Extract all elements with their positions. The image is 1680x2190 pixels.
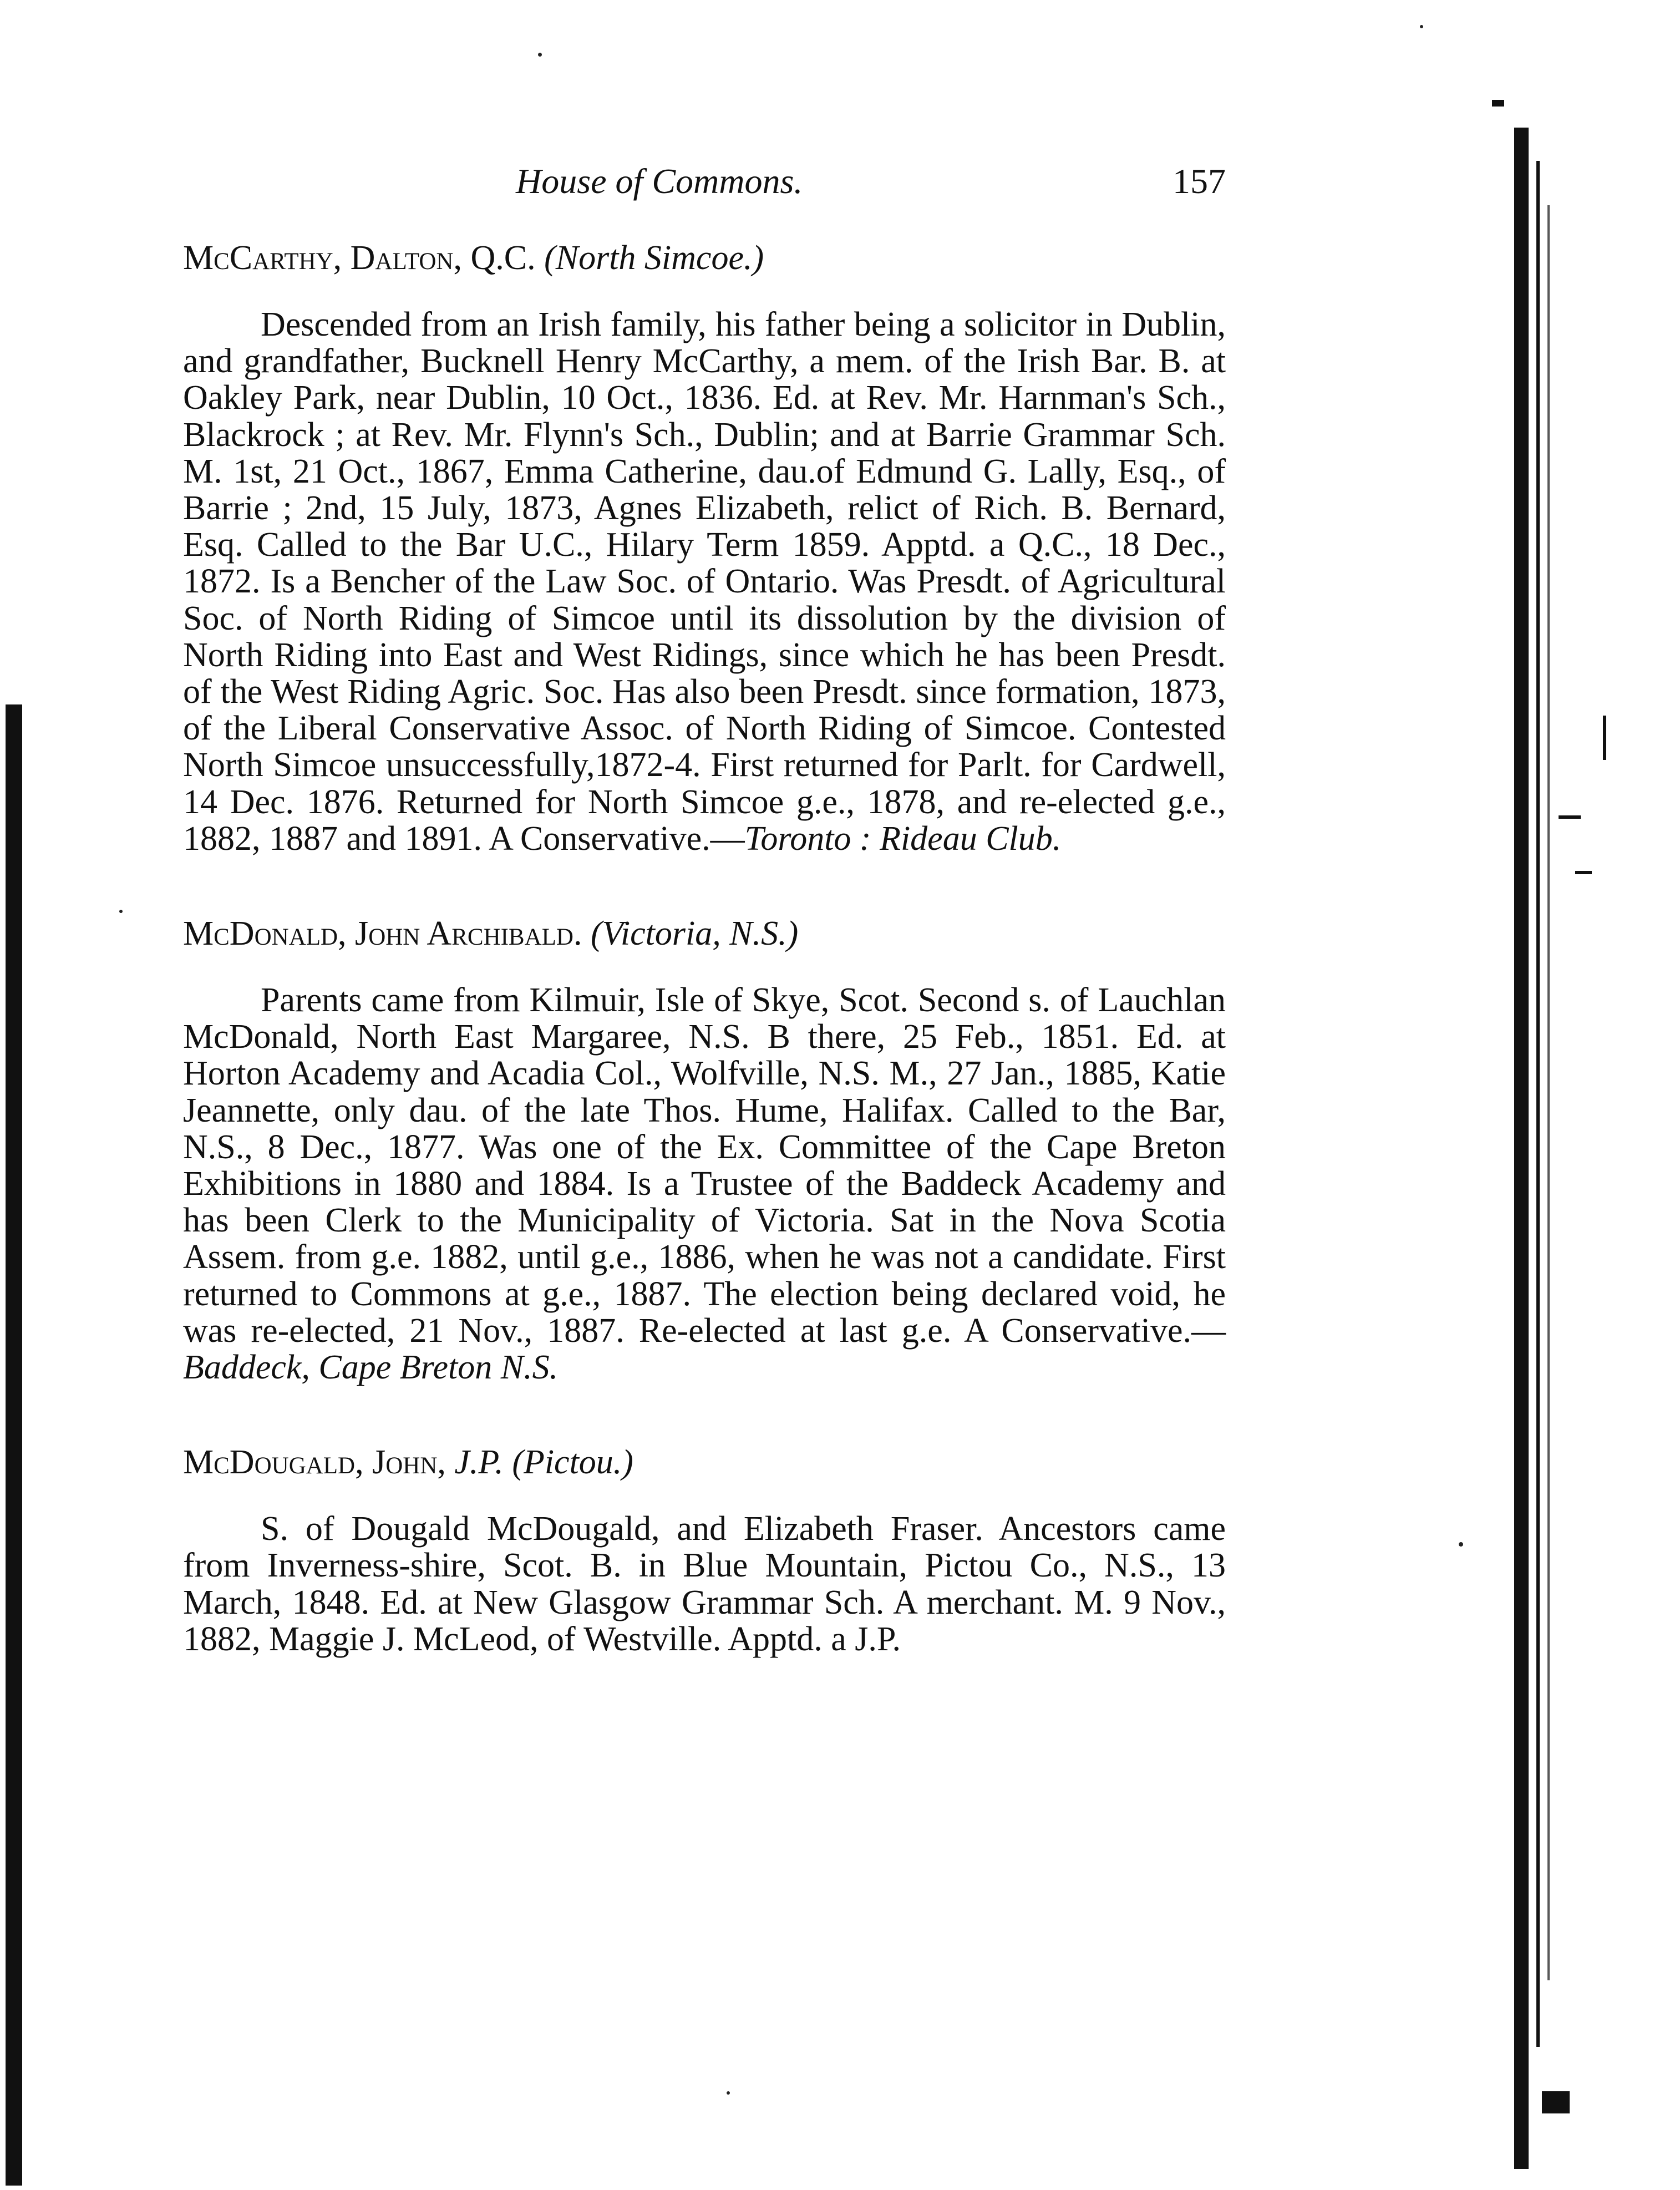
- entry-text: Parents came from Kilmuir, Isle of Skye, Scot. Second s. of Lauchlan McDonald, North East Margaree, N.S. B there, 25 Feb., 1851. Ed. at Horton Academy and Acadia Col., Wolfville, N.S. M., 27 Jan., 1885, Katie Jeannette, only dau. of the late Thos. Hume, Halifax. Called to the Bar, N.S., 8 Dec., 1877. Was one of the Ex. Committee of the Cape Breton Exhibitions in 1880 and 1884. Is a Trustee of the Baddeck Academy and has been Clerk to the Municipality of Victoria. Sat in the Nova Scotia Assem. from g.e. 1882, until g.e., 1886, when he was not a candidate. First returned to Commons at g.e., 1887. The election being declared void, he was re-elected, 21 Nov., 1887. Re-elected at last g.e. A Conservative.—: [183, 981, 1226, 1350]
- entry-heading: [183, 914, 1226, 953]
- member-name: McCarthy, Dalton: [183, 239, 454, 277]
- scan-edge-shadow-left: [6, 704, 22, 2186]
- entry-heading: [183, 1443, 1226, 1482]
- entry-address: Baddeck, Cape Breton N.S.: [183, 1349, 559, 1387]
- constituency: (Pictou.): [512, 1443, 633, 1482]
- page-number: 157: [1173, 161, 1226, 201]
- running-head-title: House of Commons.: [516, 161, 803, 201]
- entry-body: [183, 306, 1226, 857]
- member-designation: J.P.: [445, 1443, 504, 1482]
- text-column: [183, 239, 1226, 1657]
- member-name: McDougald, John,: [183, 1443, 446, 1482]
- entry-text: Descended from an Irish family, his father being a solicitor in Dublin, and grandfather, Bucknell Henry McCarthy, a mem. of the Irish Bar. B. at Oakley Park, near Dublin, 10 Oct., 1836. Ed. at Rev. Mr. Harnman's Sch., Blackrock ; at Rev. Mr. Flynn's Sch., Dublin; and at Barrie Grammar Sch. M. 1st, 21 Oct., 1867, Emma Catherine, dau.of Edmund G. Lally, Esq., of Barrie ; 2nd, 15 July, 1873, Agnes Elizabeth, relict of Rich. B. Bernard, Esq. Called to the Bar U.C., Hilary Term 1859. Apptd. a Q.C., 18 Dec., 1872. Is a Bencher of the Law Soc. of Ontario. Was Presdt. of Agricultural Soc. of North Riding of Simcoe until its dissolution by the division of North Riding into East and West Ridings, since which he has been Presdt. of the West Riding Agric. Soc. Has also been Presdt. since formation, 1873, of the Liberal Conservative Assoc. of North Riding of Simcoe. Contested North Simcoe unsuccessfully,1872-4. First returned for Parlt. for Cardwell, 14 Dec. 1876. Returned for North Simcoe g.e., 1878, and re-elected g.e., 1882, 1887 and 1891. A Conservative.—: [183, 306, 1226, 858]
- entry-body: [183, 982, 1226, 1386]
- entry-heading: [183, 239, 1226, 277]
- constituency: (Victoria, N.S.): [591, 915, 799, 953]
- member-name: McDonald, John Archibald.: [183, 915, 582, 953]
- running-head: [183, 161, 1226, 216]
- member-designation: , Q.C.: [453, 239, 536, 277]
- biography-entry: [183, 239, 1226, 857]
- scan-speck: [119, 910, 123, 913]
- biography-entry: [183, 914, 1226, 1386]
- constituency: (North Simcoe.): [544, 239, 764, 277]
- scan-speck: [1420, 25, 1423, 28]
- scan-speck: [1459, 1542, 1463, 1547]
- biography-entry: [183, 1443, 1226, 1657]
- entry-body: [183, 1510, 1226, 1657]
- scan-speck: [538, 53, 542, 57]
- entry-text: S. of Dougald McDougald, and Elizabeth Fraser. Ancestors came from Inverness-shire, Scot. B. in Blue Mountain, Pictou Co., N.S., 13 March, 1848. Ed. at New Glasgow Grammar Sch. A merchant. M. 9 Nov., 1882, Maggie J. McLeod, of Westville. Apptd. a J.P.: [183, 1510, 1226, 1658]
- entry-address: Toronto : Rideau Club.: [744, 819, 1062, 858]
- scan-edge-binding-right: [1492, 94, 1658, 2169]
- scan-speck: [727, 2091, 730, 2095]
